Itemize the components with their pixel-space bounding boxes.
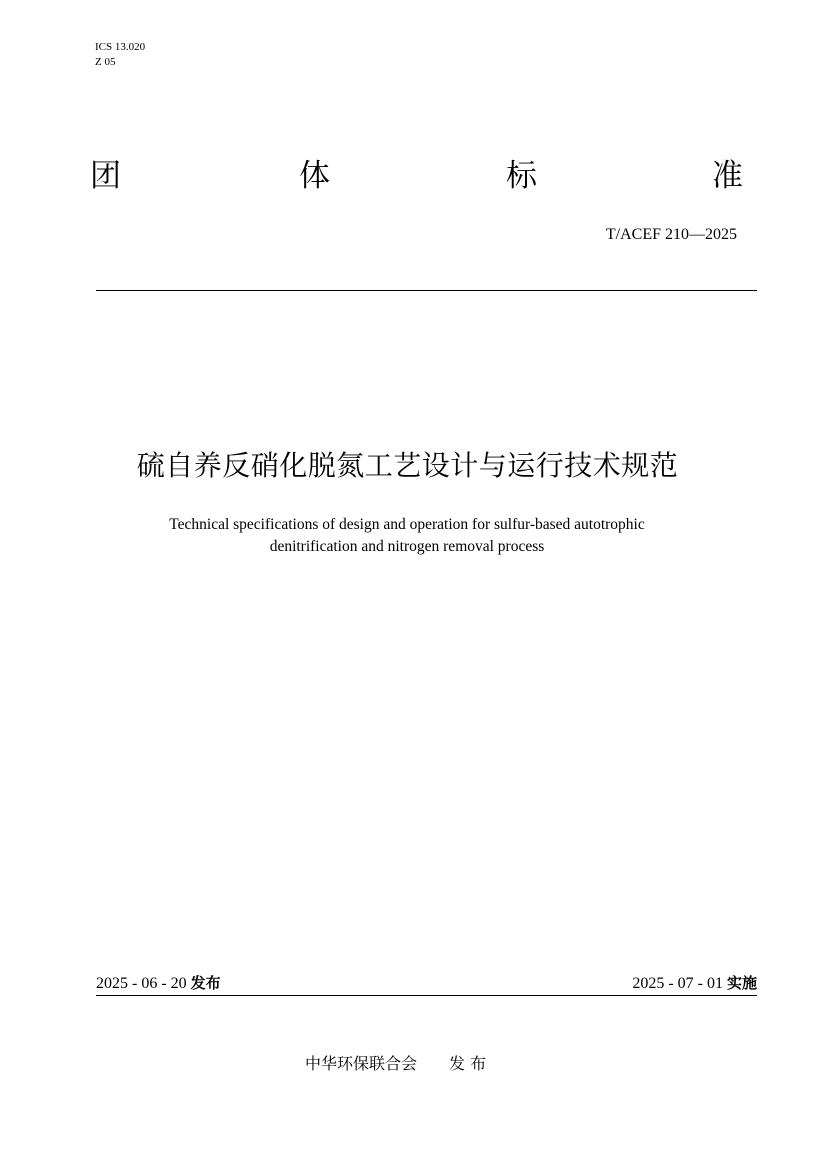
- issuer-name: 中华环保联合会: [305, 1054, 418, 1073]
- standard-number: T/ACEF 210—2025: [605, 226, 737, 243]
- title-english: [107, 514, 707, 558]
- implement-label: 实施: [726, 974, 757, 992]
- top-divider: [96, 290, 757, 291]
- title-english-line: denitrification and nitrogen removal process: [269, 538, 545, 555]
- ccs-code: Z 05: [95, 56, 116, 68]
- publish-label: 发布: [190, 974, 221, 992]
- ics-code: ICS 13.020: [95, 41, 146, 53]
- publish-date-line: [96, 972, 221, 995]
- bottom-divider: [96, 995, 757, 996]
- standard-type-char: 团: [90, 158, 121, 194]
- implement-date-line: [632, 972, 757, 995]
- classification-block: [95, 40, 145, 70]
- standard-type-heading: [90, 152, 750, 200]
- standard-type-char: 标: [506, 158, 537, 194]
- implement-date: 2025 - 07 - 01: [632, 975, 723, 992]
- issuer-line: [305, 1052, 486, 1076]
- standard-type-char: 准: [712, 158, 743, 194]
- title-chinese: 硫自养反硝化脱氮工艺设计与运行技术规范: [136, 449, 679, 482]
- standard-type-char: 体: [299, 158, 330, 194]
- issuer-action: 发 布: [449, 1054, 487, 1073]
- publish-date: 2025 - 06 - 20: [96, 975, 187, 992]
- title-english-line: Technical specifications of design and operation for sulfur-based autotrophic: [169, 516, 645, 533]
